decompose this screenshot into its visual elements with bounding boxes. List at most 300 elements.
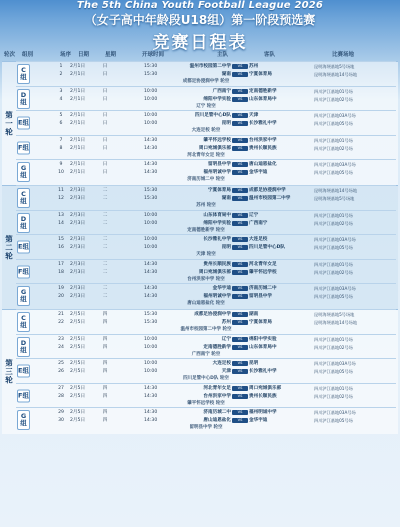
match-kickoff: 10:00 xyxy=(144,245,158,250)
match-weekday: 日 xyxy=(102,162,108,167)
vs-badge: VS xyxy=(232,146,248,151)
home-team: 长沙雅礼中学 xyxy=(203,237,231,242)
away-team: 大连足校 xyxy=(249,237,268,242)
match-venue: 四川泸江基地02号场 xyxy=(314,145,353,151)
vs-badge: VS xyxy=(232,188,248,193)
table-row xyxy=(16,244,396,251)
match-venue: 昆明海埂基地5号场地 xyxy=(314,196,355,201)
home-team: 成都足协浸润中学 xyxy=(194,312,231,317)
match-number: 10 xyxy=(58,170,64,175)
match-date: 2月3日 xyxy=(70,286,86,291)
home-team: 湖南 xyxy=(221,72,231,77)
group-label: G组 xyxy=(17,410,30,430)
home-team: 绵阳中学实验 xyxy=(203,96,231,102)
vs-badge: VS xyxy=(232,286,248,291)
match-date: 2月5日 xyxy=(70,336,86,342)
match-venue: 四川泸江基地03A号场 xyxy=(314,113,356,118)
group-label: F组 xyxy=(17,265,30,278)
match-weekday: 二 xyxy=(102,237,108,242)
match-venue: 四川泸江基地03A号场 xyxy=(314,162,356,167)
match-number: 9 xyxy=(59,162,63,167)
bye-note: 济南历城二中 轮空 xyxy=(187,177,225,182)
table-row xyxy=(16,293,396,300)
table-row xyxy=(16,360,396,367)
vs-badge: VS xyxy=(232,64,248,69)
match-date: 2月5日 xyxy=(70,393,86,399)
away-team: 肇平怀远学校 xyxy=(249,269,277,275)
match-number: 17 xyxy=(58,261,64,267)
vs-badge: VS xyxy=(232,196,248,201)
match-number: 11 xyxy=(58,188,64,193)
match-venue: 四川泸江基地05号场 xyxy=(314,170,353,175)
header-round: 轮次 xyxy=(4,52,16,58)
vs-badge: VS xyxy=(232,270,248,275)
match-venue: 四川泸江基地01号场 xyxy=(314,336,353,342)
vs-badge: VS xyxy=(232,97,248,102)
away-team: 天津 xyxy=(249,113,259,118)
home-team: 周口宛城俱乐部 xyxy=(198,269,231,275)
match-weekday: 二 xyxy=(102,212,108,218)
header-away: 客队 xyxy=(264,52,276,58)
vs-badge: VS xyxy=(232,294,248,299)
match-venue: 四川泸江基地02号场 xyxy=(314,269,353,275)
bye-note: 河北青年女足 轮空 xyxy=(187,152,225,158)
table-row xyxy=(16,120,396,127)
match-weekday: 二 xyxy=(102,269,108,275)
home-team: 广西南宁 xyxy=(212,88,231,94)
match-venue: 四川泸江基地01号场 xyxy=(314,137,353,143)
table-row xyxy=(16,285,396,292)
table-row xyxy=(16,88,396,95)
bye-note: 大连足校 轮空 xyxy=(191,128,221,133)
match-date: 2月1日 xyxy=(70,88,86,94)
match-number: 12 xyxy=(58,196,64,201)
table-row xyxy=(16,212,396,219)
match-venue: 昆明海埂基地5号场地 xyxy=(314,312,355,317)
table-row xyxy=(16,112,396,119)
vs-badge: VS xyxy=(232,138,248,143)
match-venue: 四川泸江基地02号场 xyxy=(314,220,353,226)
table-row xyxy=(16,187,396,194)
match-weekday: 二 xyxy=(102,196,108,201)
match-date: 2月5日 xyxy=(70,385,86,391)
table-row xyxy=(16,261,396,268)
match-kickoff: 14:30 xyxy=(144,170,158,175)
match-number: 18 xyxy=(58,269,64,275)
vs-badge: VS xyxy=(232,320,248,325)
match-kickoff: 10:00 xyxy=(144,212,158,218)
match-venue: 四川泸江基地01号场 xyxy=(314,261,353,267)
match-number: 29 xyxy=(58,410,64,415)
home-team: 绵阳中学实验 xyxy=(203,220,231,226)
match-weekday: 四 xyxy=(102,320,108,325)
home-team: 四川足管中心D队 xyxy=(195,113,231,118)
match-number: 24 xyxy=(58,344,64,350)
table-row xyxy=(16,169,396,176)
match-venue: 四川泸江基地05号场 xyxy=(314,294,353,299)
match-date: 2月3日 xyxy=(70,237,86,242)
match-venue: 四川泸江基地05号场 xyxy=(314,418,353,423)
group-label: D组 xyxy=(17,337,30,357)
match-number: 19 xyxy=(58,286,64,291)
match-kickoff: 14:30 xyxy=(144,162,158,167)
table-row xyxy=(16,220,396,227)
away-team: 福州明诚中学 xyxy=(249,410,277,415)
table-header xyxy=(2,50,398,60)
match-date: 2月1日 xyxy=(70,64,86,69)
match-venue: 昆明海埂基地14号场地 xyxy=(314,188,358,193)
match-date: 2月1日 xyxy=(70,137,86,143)
match-number: 6 xyxy=(59,121,63,126)
vs-badge: VS xyxy=(232,345,248,350)
match-date: 2月1日 xyxy=(70,113,86,118)
match-venue: 四川泸江基地05号场 xyxy=(314,369,353,374)
table-row xyxy=(16,195,396,202)
away-team: 留明县中学 xyxy=(249,294,272,299)
table-row xyxy=(16,137,396,144)
away-team: 定南德胜新学 xyxy=(249,88,277,94)
match-date: 2月5日 xyxy=(70,320,86,325)
group-label: G组 xyxy=(17,162,30,182)
vs-badge: VS xyxy=(232,121,248,126)
home-team: 留明县中学 xyxy=(208,162,231,167)
match-weekday: 四 xyxy=(102,393,108,399)
match-date: 2月5日 xyxy=(70,410,86,415)
away-team: 苏州 xyxy=(249,64,259,69)
match-venue: 四川泸江基地02号场 xyxy=(314,393,353,399)
match-weekday: 四 xyxy=(102,410,108,415)
header-venue: 比赛场地 xyxy=(332,52,355,58)
group-label: C组 xyxy=(17,64,30,84)
away-team: 贵州长顺民族 xyxy=(249,145,277,151)
match-number: 21 xyxy=(58,312,64,317)
match-kickoff: 10:00 xyxy=(144,121,158,126)
match-venue: 四川泸江基地05号场 xyxy=(314,121,353,126)
vs-badge: VS xyxy=(232,89,248,94)
match-kickoff: 14:30 xyxy=(144,393,158,399)
group-label: E组 xyxy=(17,241,30,254)
header-kickoff: 开球时间 xyxy=(142,52,165,58)
match-date: 2月1日 xyxy=(70,121,86,126)
away-team: 广西南宁 xyxy=(249,220,268,226)
match-weekday: 二 xyxy=(102,286,108,291)
group-label: E组 xyxy=(17,365,30,378)
match-number: 25 xyxy=(58,361,64,366)
header-match-no: 场序 xyxy=(60,52,72,58)
match-venue: 四川泸江基地03A号场 xyxy=(314,237,356,242)
match-venue: 四川泸江基地03A号场 xyxy=(314,410,356,415)
match-date: 2月3日 xyxy=(70,245,86,250)
match-venue: 四川泸江基地03A号场 xyxy=(314,361,356,366)
table-row xyxy=(16,336,396,343)
vs-badge: VS xyxy=(232,221,248,226)
bye-note: 唐山迪恩盐化 轮空 xyxy=(187,301,225,306)
away-team: 山东体育局中 xyxy=(249,96,277,102)
away-team: 周口宛城俱乐部 xyxy=(249,385,282,391)
vs-badge: VS xyxy=(232,170,248,175)
away-team: 金华宇迪 xyxy=(249,418,268,423)
header-home: 主队 xyxy=(217,52,229,58)
match-number: 15 xyxy=(58,237,64,242)
bye-note: 留明县中学 轮空 xyxy=(189,425,223,430)
vs-badge: VS xyxy=(232,113,248,118)
vs-badge: VS xyxy=(232,262,248,267)
home-team: 济南历城二中 xyxy=(203,410,231,415)
home-team: 大连足校 xyxy=(212,361,231,366)
home-team: 宁夏体育局 xyxy=(208,188,231,193)
match-date: 2月1日 xyxy=(70,72,86,77)
match-weekday: 二 xyxy=(102,220,108,226)
match-number: 20 xyxy=(58,294,64,299)
vs-badge: VS xyxy=(232,386,248,391)
match-venue: 四川泸江基地03A号场 xyxy=(314,286,356,291)
match-number: 22 xyxy=(58,320,64,325)
away-team: 金华宇迪 xyxy=(249,170,268,175)
table-row xyxy=(16,393,396,400)
match-kickoff: 14:30 xyxy=(144,137,158,143)
home-team: 昆明 xyxy=(221,121,231,126)
match-date: 2月3日 xyxy=(70,196,86,201)
home-team: 昆明 xyxy=(221,245,231,250)
match-number: 16 xyxy=(58,245,64,250)
table-row xyxy=(16,145,396,152)
home-team: 贵州长顺民族 xyxy=(203,261,231,267)
match-venue: 四川泸江基地01号场 xyxy=(314,385,353,391)
group-label: D组 xyxy=(17,213,30,233)
group-label: C组 xyxy=(17,312,30,332)
home-team: 台州洪家中学 xyxy=(203,393,231,399)
match-kickoff: 15:30 xyxy=(144,72,158,77)
table-row xyxy=(16,311,396,318)
vs-badge: VS xyxy=(232,418,248,423)
group-label: E组 xyxy=(17,117,30,130)
vs-badge: VS xyxy=(232,213,248,218)
match-weekday: 四 xyxy=(102,361,108,366)
away-team: 山东体育局中 xyxy=(249,344,277,350)
page-title: 竞赛日程表 xyxy=(152,33,248,53)
group-label: F组 xyxy=(17,141,30,154)
match-weekday: 四 xyxy=(102,385,108,391)
table-row xyxy=(16,161,396,168)
match-date: 2月5日 xyxy=(70,312,86,317)
match-date: 2月1日 xyxy=(70,162,86,167)
match-kickoff: 14:30 xyxy=(144,294,158,299)
match-venue: 昆明海埂基地14号场地 xyxy=(314,72,358,77)
home-team: 金华宇迪 xyxy=(212,286,231,291)
match-kickoff: 14:30 xyxy=(144,145,158,151)
table-row xyxy=(16,417,396,424)
round-label: 第三轮 xyxy=(4,359,14,385)
match-venue: 四川泸江基地01号场 xyxy=(314,88,353,94)
vs-badge: VS xyxy=(232,337,248,342)
away-team: 长沙雅礼中学 xyxy=(249,121,277,126)
match-weekday: 日 xyxy=(102,72,108,77)
match-kickoff: 15:30 xyxy=(144,188,158,193)
match-kickoff: 10:00 xyxy=(144,369,158,374)
home-team: 苏州 xyxy=(221,320,231,325)
match-date: 2月3日 xyxy=(70,269,86,275)
match-venue: 昆明海埂基地14号场地 xyxy=(314,320,358,325)
round-label: 第一轮 xyxy=(4,111,14,137)
match-weekday: 日 xyxy=(102,137,108,143)
home-team: 辽宁 xyxy=(221,336,231,342)
table-row xyxy=(16,269,396,276)
group-label: F组 xyxy=(17,389,30,402)
match-date: 2月5日 xyxy=(70,418,86,423)
match-number: 13 xyxy=(58,212,64,218)
match-kickoff: 10:00 xyxy=(144,336,158,342)
match-date: 2月1日 xyxy=(70,96,86,102)
match-date: 2月3日 xyxy=(70,212,86,218)
home-team: 周口宛城俱乐部 xyxy=(198,145,231,151)
vs-badge: VS xyxy=(232,369,248,374)
match-kickoff: 14:30 xyxy=(144,410,158,415)
match-kickoff: 15:30 xyxy=(144,196,158,201)
match-weekday: 日 xyxy=(102,145,108,151)
match-number: 3 xyxy=(59,88,63,94)
match-kickoff: 15:30 xyxy=(144,64,158,69)
home-team: 温州市校园第二中学 xyxy=(189,64,231,69)
match-number: 27 xyxy=(58,385,64,391)
match-date: 2月5日 xyxy=(70,361,86,366)
vs-badge: VS xyxy=(232,312,248,317)
match-number: 23 xyxy=(58,336,64,342)
away-team: 绵阳中学实验 xyxy=(249,336,277,342)
match-kickoff: 14:30 xyxy=(144,261,158,267)
vs-badge: VS xyxy=(232,394,248,399)
match-kickoff: 14:30 xyxy=(144,269,158,275)
home-team: 天津 xyxy=(221,369,231,374)
away-team: 济南历城二中 xyxy=(249,286,277,291)
table-row xyxy=(16,236,396,243)
home-team: 河北青年女足 xyxy=(203,385,231,391)
match-venue: 四川泸江基地02号场 xyxy=(314,344,353,350)
vs-badge: VS xyxy=(232,162,248,167)
away-team: 成都足协浸润中学 xyxy=(249,188,286,193)
vs-badge: VS xyxy=(232,245,248,250)
group-label: D组 xyxy=(17,89,30,109)
match-kickoff: 14:30 xyxy=(144,385,158,391)
group-label: G组 xyxy=(17,286,30,306)
match-weekday: 四 xyxy=(102,336,108,342)
title-subtitle: （女子高中年龄段U18组）第一阶段预选赛 xyxy=(84,13,316,27)
header-date: 日期 xyxy=(78,52,90,58)
match-weekday: 日 xyxy=(102,96,108,102)
home-team: 福州明诚中学 xyxy=(203,294,231,299)
match-weekday: 四 xyxy=(102,418,108,423)
header-weekday: 星期 xyxy=(105,52,117,58)
away-team: 贵州长顺民族 xyxy=(249,393,277,399)
match-kickoff: 14:30 xyxy=(144,286,158,291)
away-team: 长沙雅礼中学 xyxy=(249,369,277,374)
home-team: 山东体育局中 xyxy=(203,212,231,218)
title-english: The 5th China Youth Football League 2026 xyxy=(76,0,324,11)
match-weekday: 二 xyxy=(102,245,108,250)
home-team: 福州明诚中学 xyxy=(203,170,231,175)
match-number: 5 xyxy=(59,113,63,118)
match-number: 1 xyxy=(59,64,63,69)
table-row xyxy=(16,319,396,326)
vs-badge: VS xyxy=(232,361,248,366)
match-weekday: 日 xyxy=(102,113,108,118)
bye-note: 广西南宁 轮空 xyxy=(191,351,221,357)
table-row xyxy=(16,368,396,375)
match-weekday: 四 xyxy=(102,344,108,350)
away-team: 台州洪家中学 xyxy=(249,137,277,143)
match-date: 2月3日 xyxy=(70,294,86,299)
match-number: 4 xyxy=(59,96,63,102)
away-team: 湖南 xyxy=(249,312,259,317)
match-number: 14 xyxy=(58,220,64,226)
match-kickoff: 15:30 xyxy=(144,312,158,317)
match-kickoff: 10:00 xyxy=(144,237,158,242)
match-venue: 四川泸江基地05号场 xyxy=(314,245,353,250)
vs-badge: VS xyxy=(232,410,248,415)
away-team: 昆明 xyxy=(249,361,259,366)
bye-note: 定南德胜新学 轮空 xyxy=(187,227,225,233)
bye-note: 台州洪家中学 轮空 xyxy=(187,276,225,282)
match-date: 2月5日 xyxy=(70,369,86,374)
match-weekday: 日 xyxy=(102,88,108,94)
match-date: 2月1日 xyxy=(70,170,86,175)
bye-note: 温州市校园第二中学 轮空 xyxy=(180,327,232,332)
away-team: 唐山迪恩盐化 xyxy=(249,162,277,167)
away-team: 河北青年女足 xyxy=(249,261,277,267)
table-row xyxy=(16,344,396,351)
match-number: 7 xyxy=(59,137,63,143)
bye-note: 肇平怀远学校 轮空 xyxy=(187,400,225,406)
table-row xyxy=(16,63,396,70)
match-weekday: 四 xyxy=(102,312,108,317)
header-group: 组别 xyxy=(22,52,34,58)
match-number: 8 xyxy=(59,145,63,151)
match-kickoff: 10:00 xyxy=(144,220,158,226)
match-date: 2月5日 xyxy=(70,344,86,350)
away-team: 宁夏体育局 xyxy=(249,72,272,77)
match-kickoff: 10:00 xyxy=(144,88,158,94)
home-team: 定南德胜新学 xyxy=(203,344,231,350)
vs-badge: VS xyxy=(232,237,248,242)
match-kickoff: 14:30 xyxy=(144,418,158,423)
away-team: 四川足管中心D队 xyxy=(249,245,285,250)
group-label: C组 xyxy=(17,188,30,208)
match-date: 2月3日 xyxy=(70,220,86,226)
match-venue: 四川泸江基地01号场 xyxy=(314,212,353,218)
match-weekday: 日 xyxy=(102,170,108,175)
match-weekday: 二 xyxy=(102,294,108,299)
table-row xyxy=(16,385,396,392)
bye-note: 天津 轮空 xyxy=(196,252,216,257)
match-date: 2月1日 xyxy=(70,145,86,151)
table-row xyxy=(16,409,396,416)
away-team: 温州市校园第二中学 xyxy=(249,196,291,201)
away-team: 辽宁 xyxy=(249,212,259,218)
table-row xyxy=(16,71,396,78)
match-number: 26 xyxy=(58,369,64,374)
match-kickoff: 10:00 xyxy=(144,361,158,366)
round-label: 第二轮 xyxy=(4,235,14,261)
match-weekday: 二 xyxy=(102,261,108,267)
match-number: 28 xyxy=(58,393,64,399)
bye-note: 苏州 轮空 xyxy=(196,203,216,208)
match-number: 2 xyxy=(59,72,63,77)
bye-note: 辽宁 轮空 xyxy=(196,103,216,109)
home-team: 唐山迪恩盐化 xyxy=(203,418,231,423)
match-weekday: 二 xyxy=(102,188,108,193)
match-kickoff: 10:00 xyxy=(144,344,158,350)
match-weekday: 日 xyxy=(102,64,108,69)
match-venue: 昆明海埂基地5号场地 xyxy=(314,64,355,69)
